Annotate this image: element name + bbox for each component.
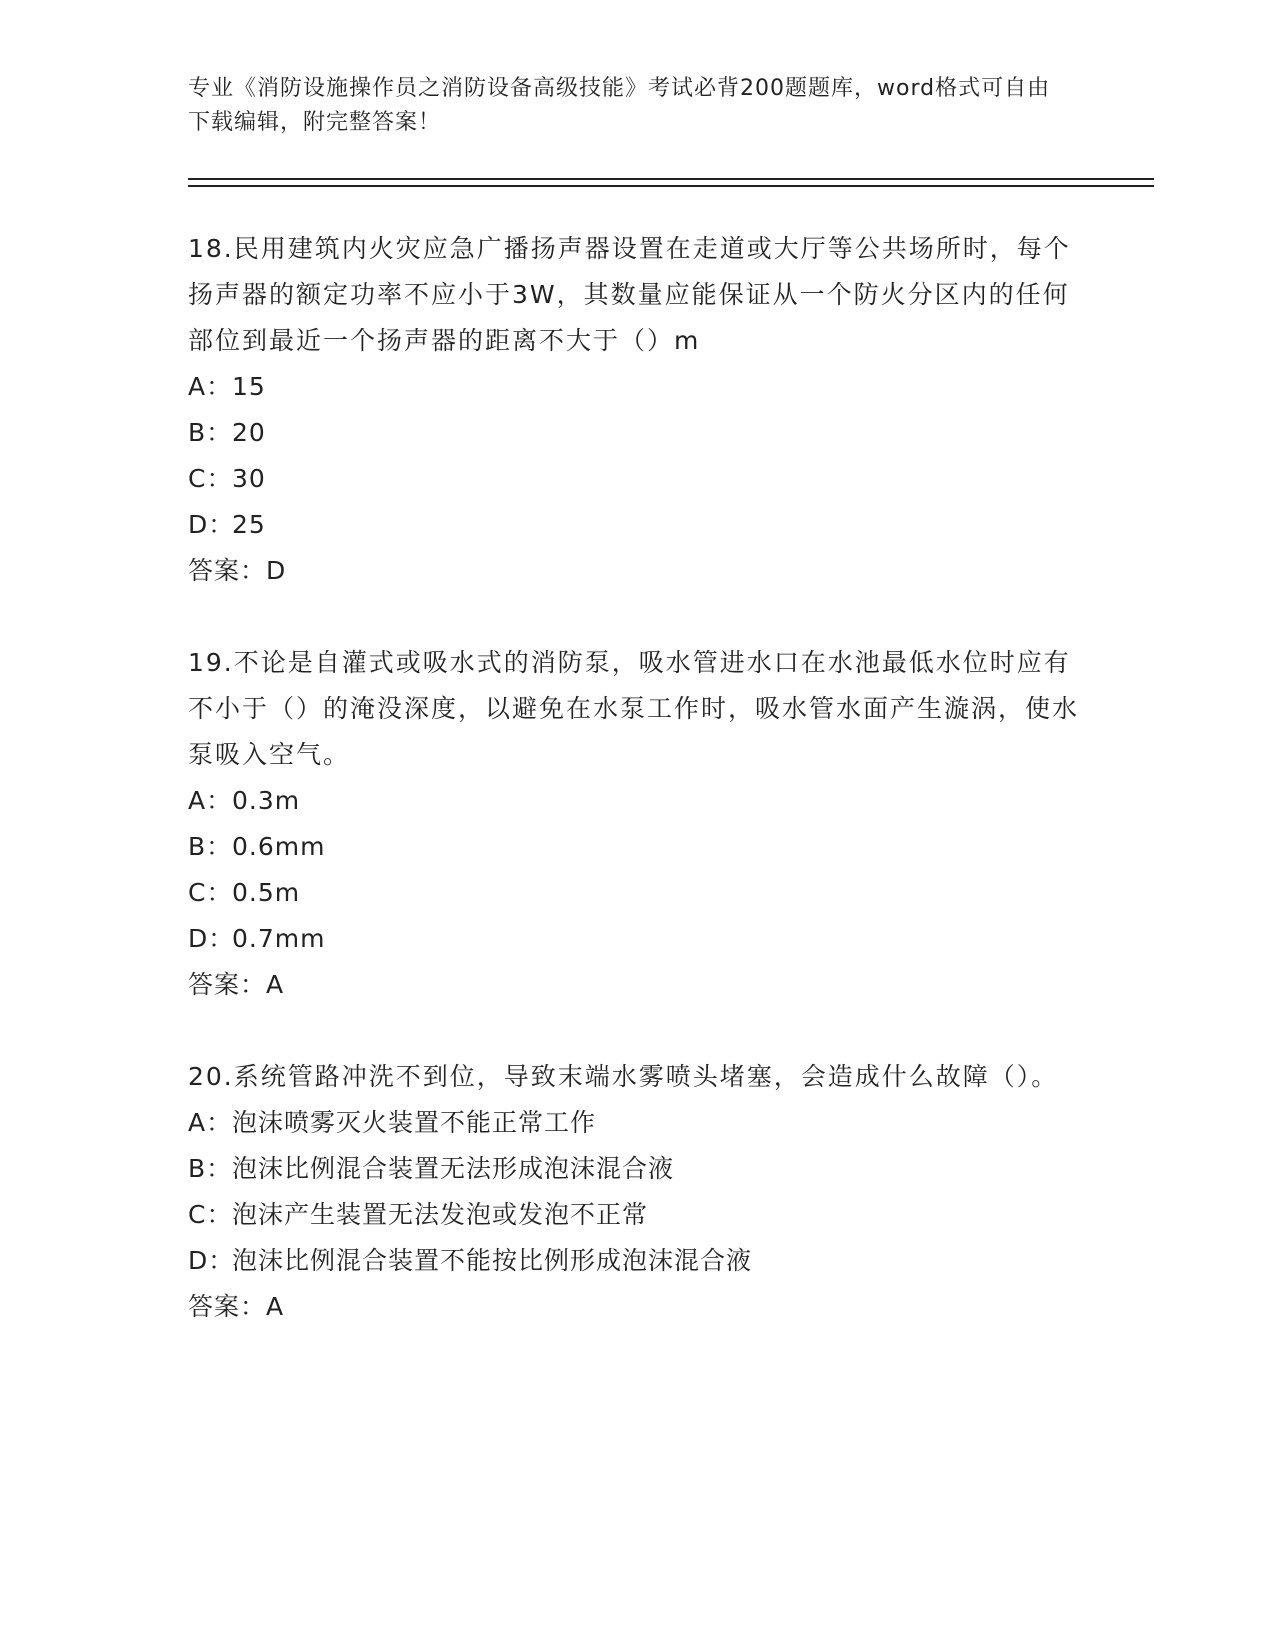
option-text: 泡沫比例混合装置无法形成泡沫混合液 [232,1154,675,1183]
option-letter: A： [188,372,233,401]
option-a [188,364,1088,410]
option-c [188,870,1088,916]
option-text: 泡沫比例混合装置不能按比例形成泡沫混合液 [232,1246,753,1275]
option-text: 0.6mm [232,832,326,861]
option-a [188,778,1088,824]
option-letter: C： [188,1200,233,1229]
question-text: 18.民用建筑内火灾应急广播扬声器设置在走道或大厅等公共场所时，每个扬声器的额定功率不应小于3W，其数量应能保证从一个防火分区内的任何部位到最近一个扬声器的距离不大于（）m [188,234,1071,355]
option-text: 0.3m [232,786,301,815]
header-divider [188,178,1154,187]
option-letter: B： [188,832,233,861]
option-b [188,1146,1088,1192]
answer-line: 答案：D [188,556,287,585]
question-text: 20.系统管路冲洗不到位，导致末端水雾喷头堵塞，会造成什么故障（）。 [188,1062,1059,1091]
option-a [188,1100,1088,1146]
option-b [188,824,1088,870]
option-text: 30 [232,464,266,493]
option-text: 20 [232,418,266,447]
option-letter: C： [188,464,233,493]
question-text: 19.不论是自灌式或吸水式的消防泵，吸水管进水口在水池最低水位时应有不小于（）的淹没深度，以避免在水泵工作时，吸水管水面产生漩涡，使水泵吸入空气。 [188,648,1080,769]
option-text: 泡沫喷雾灭火装置不能正常工作 [232,1108,597,1137]
option-text: 0.7mm [232,924,326,953]
question-19 [188,640,1088,1008]
option-c [188,1192,1088,1238]
option-c [188,456,1088,502]
option-d [188,1238,1088,1284]
option-letter: D： [188,924,235,953]
question-18 [188,226,1088,594]
document-header: 专业《消防设施操作员之消防设备高级技能》考试必背200题题库，word格式可自由下载编辑，附完整答案！ [188,76,1051,135]
option-letter: A： [188,786,233,815]
option-d [188,502,1088,548]
option-letter: B： [188,1154,233,1183]
option-text: 泡沫产生装置无法发泡或发泡不正常 [232,1200,649,1229]
option-text: 15 [232,372,266,401]
answer-line: 答案：A [188,970,285,999]
option-text: 0.5m [232,878,301,907]
option-d [188,916,1088,962]
option-letter: B： [188,418,233,447]
option-letter: D： [188,1246,235,1275]
option-letter: D： [188,510,235,539]
option-b [188,410,1088,456]
option-letter: A： [188,1108,233,1137]
question-20 [188,1054,1088,1330]
answer-line: 答案：A [188,1292,285,1321]
option-letter: C： [188,878,233,907]
option-text: 25 [232,510,266,539]
